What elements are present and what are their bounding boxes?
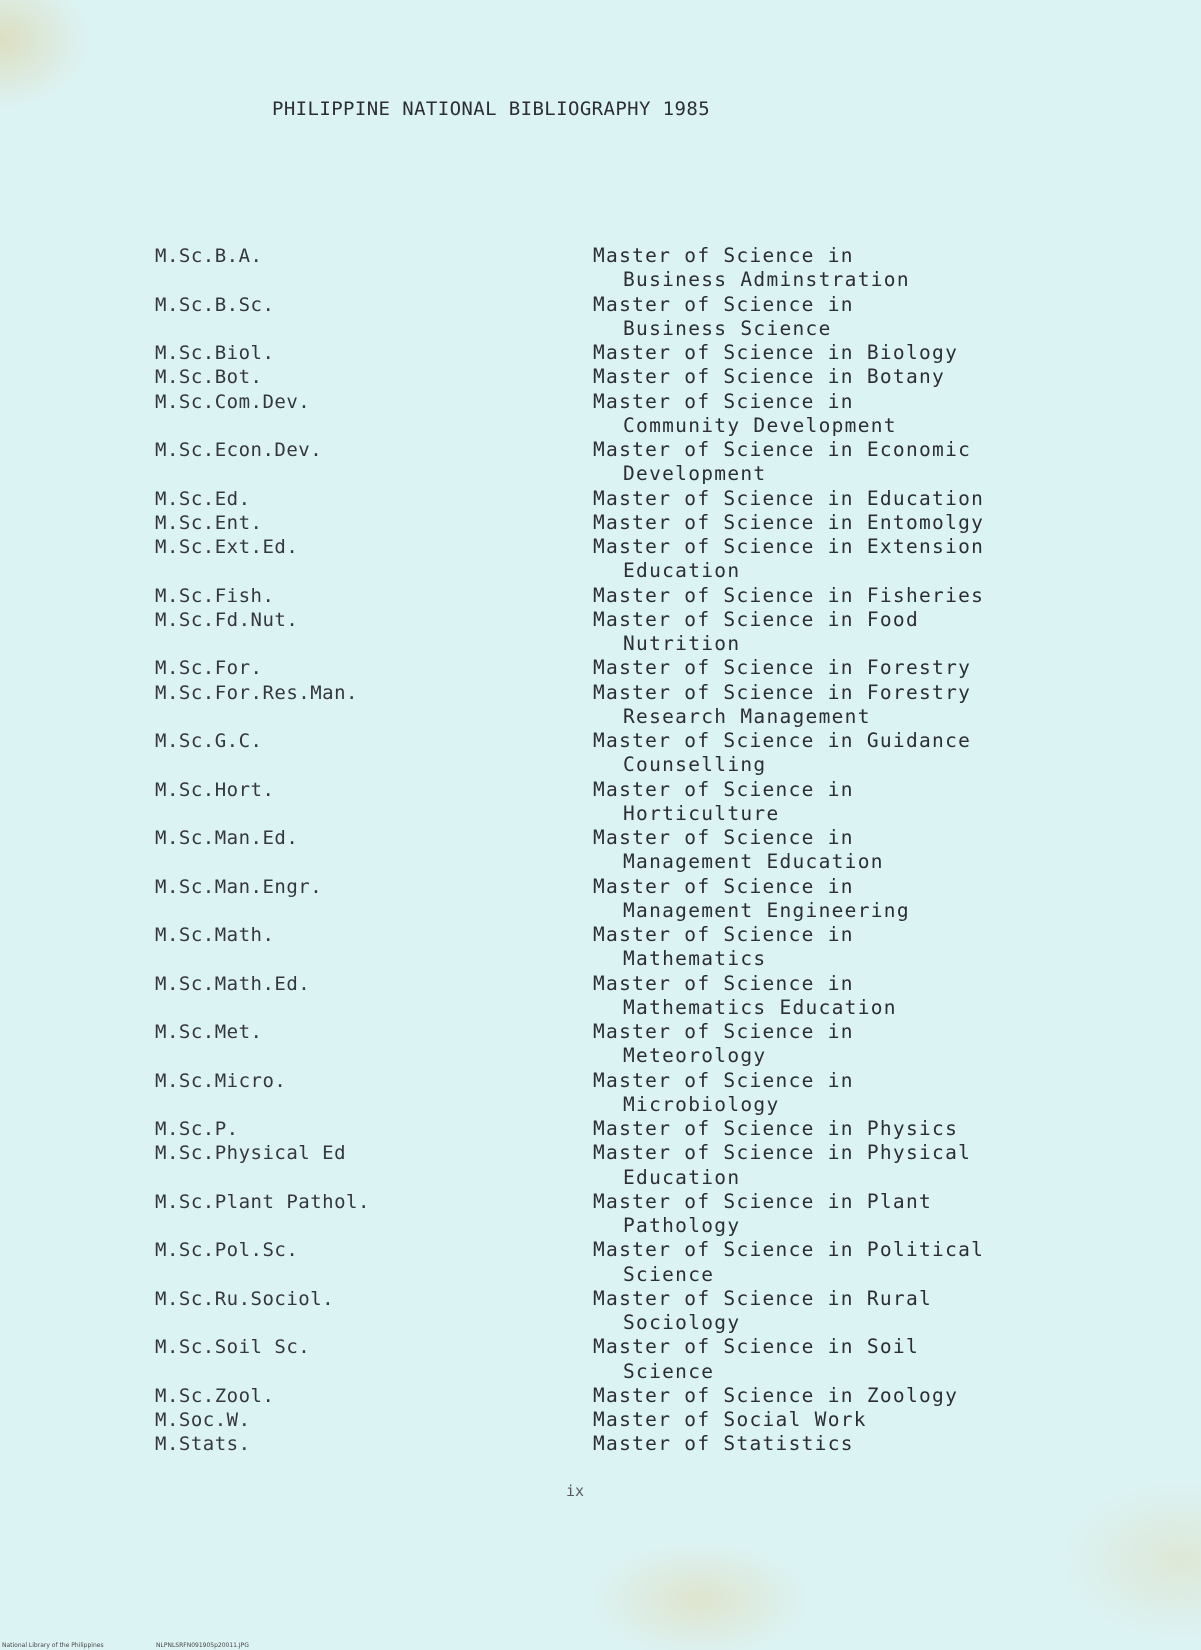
abbreviation: M.Sc.B.Sc. <box>155 293 275 316</box>
definition-line: Master of Science in <box>593 1068 854 1092</box>
abbreviation-definition <box>593 438 971 487</box>
abbreviation-entry <box>155 535 1055 584</box>
definition-line: Master of Science in Physics <box>593 1117 959 1140</box>
abbreviation-entry <box>155 584 1055 608</box>
abbreviation-definition <box>593 729 971 778</box>
abbreviation: M.Sc.P. <box>155 1118 239 1140</box>
definition-line: Sociology <box>623 1311 741 1334</box>
definition-line: Master of Science in <box>593 244 854 267</box>
footer-source: National Library of the Philippines <box>2 1642 104 1649</box>
abbreviation: M.Sc.Man.Engr. <box>155 875 323 898</box>
definition-line: Master of Science in Forestry <box>593 656 972 680</box>
abbreviation-definition <box>593 1069 854 1118</box>
abbreviation-entry <box>155 244 1055 293</box>
abbreviation: M.Sc.Ed. <box>155 487 251 510</box>
abbreviation: M.Soc.W. <box>155 1409 251 1431</box>
abbreviation-definition <box>593 584 984 608</box>
abbreviation-definition <box>593 365 945 389</box>
definition-line: Education <box>623 559 741 583</box>
abbreviation-entry <box>155 681 1055 730</box>
abbreviation-entry <box>155 1238 1055 1287</box>
abbreviation-definition <box>593 1335 919 1384</box>
abbreviation-definition <box>593 923 854 972</box>
abbreviation: M.Sc.Micro. <box>155 1069 287 1092</box>
abbreviation: M.Sc.G.C. <box>155 730 263 752</box>
abbreviation: M.Sc.Ru.Sociol. <box>155 1287 335 1310</box>
abbreviation-entry <box>155 293 1055 342</box>
definition-line: Master of Science in <box>593 777 854 801</box>
definition-line: Master of Science in Guidance <box>593 729 972 752</box>
definition-line: Business Science <box>623 316 832 340</box>
definition-line: Master of Science in Fisheries <box>593 583 985 607</box>
abbreviation-entry <box>155 729 1055 778</box>
abbreviation: M.Sc.Bot. <box>155 366 263 389</box>
abbreviation-definition <box>593 1141 971 1190</box>
abbreviation-definition <box>593 1432 854 1456</box>
abbreviation: M.Sc.Plant Pathol. <box>155 1190 370 1213</box>
definition-line: Mathematics Education <box>623 995 897 1019</box>
page-title: PHILIPPINE NATIONAL BIBLIOGRAPHY 1985 <box>272 98 711 120</box>
abbreviation-entry <box>155 1020 1055 1069</box>
abbreviation: M.Sc.Biol. <box>155 342 275 364</box>
definition-line: Master of Science in <box>593 826 854 849</box>
abbreviation-definition <box>593 1287 932 1336</box>
abbreviation: M.Sc.Man.Ed. <box>155 827 299 849</box>
abbreviation: M.Sc.Fd.Nut. <box>155 608 299 631</box>
abbreviation-definition <box>593 390 897 439</box>
definition-line: Master of Science in Entomolgy <box>593 510 985 534</box>
definition-line: Master of Science in <box>593 971 854 995</box>
definition-line: Business Adminstration <box>623 268 910 292</box>
abbreviation-entry <box>155 1384 1055 1408</box>
abbreviation-entry <box>155 972 1055 1021</box>
abbreviation: M.Sc.Math.Ed. <box>155 972 311 995</box>
abbreviation: M.Sc.Hort. <box>155 778 275 801</box>
abbreviation-entry <box>155 826 1055 875</box>
definition-line: Master of Science in Economic <box>593 438 972 461</box>
abbreviation-definition <box>593 681 971 730</box>
abbreviation-definition <box>593 875 910 924</box>
abbreviation: M.Sc.Fish. <box>155 584 275 607</box>
definition-line: Master of Science in Physical <box>593 1141 972 1165</box>
abbreviation-list <box>155 244 1055 1457</box>
abbreviation-entry <box>155 1432 1055 1456</box>
abbreviation-entry <box>155 1287 1055 1336</box>
definition-line: Master of Science in Political <box>593 1238 985 1262</box>
abbreviation-entry <box>155 1408 1055 1432</box>
abbreviation: M.Sc.Met. <box>155 1021 263 1043</box>
abbreviation-entry <box>155 778 1055 827</box>
abbreviation-entry <box>155 923 1055 972</box>
definition-line: Master of Science in Zoology <box>593 1383 959 1407</box>
abbreviation-entry <box>155 1141 1055 1190</box>
abbreviation-entry <box>155 1335 1055 1384</box>
abbreviation-entry <box>155 1117 1055 1141</box>
abbreviation-definition <box>593 1190 932 1239</box>
abbreviation-entry <box>155 875 1055 924</box>
abbreviation-definition <box>593 778 854 827</box>
abbreviation-definition <box>593 1238 984 1287</box>
abbreviation-entry <box>155 511 1055 535</box>
abbreviation-definition <box>593 1384 958 1408</box>
definition-line: Master of Science in Botany <box>593 365 946 389</box>
definition-line: Community Development <box>623 413 897 437</box>
definition-line: Development <box>623 462 767 486</box>
definition-line: Counselling <box>623 753 767 777</box>
abbreviation-definition <box>593 1020 854 1069</box>
definition-line: Science <box>623 1359 715 1383</box>
abbreviation: M.Sc.Ent. <box>155 511 263 534</box>
abbreviation: M.Sc.Econ.Dev. <box>155 439 323 461</box>
abbreviation-entry <box>155 656 1055 680</box>
abbreviation: M.Sc.Zool. <box>155 1384 275 1407</box>
definition-line: Master of Science in <box>593 874 854 898</box>
definition-line: Master of Science in Education <box>593 486 985 510</box>
abbreviation: M.Sc.Com.Dev. <box>155 390 311 413</box>
definition-line: Research Management <box>623 704 871 728</box>
definition-line: Mathematics <box>623 947 767 971</box>
abbreviation-definition <box>593 487 984 511</box>
definition-line: Master of Science in Biology <box>593 341 959 364</box>
footer-file-id: NLPNLSRFN091905p20011.JPG <box>156 1642 249 1649</box>
abbreviation-definition <box>593 1408 867 1432</box>
abbreviation-entry <box>155 608 1055 657</box>
abbreviation: M.Sc.For. <box>155 657 263 680</box>
abbreviation-definition <box>593 608 919 657</box>
abbreviation-entry <box>155 341 1055 365</box>
abbreviation-definition <box>593 535 984 584</box>
abbreviation: M.Sc.B.A. <box>155 245 263 267</box>
definition-line: Master of Science in <box>593 923 854 946</box>
abbreviation-definition <box>593 656 971 680</box>
abbreviation-entry <box>155 1190 1055 1239</box>
definition-line: Master of Science in Food <box>593 607 919 631</box>
abbreviation-entry <box>155 365 1055 389</box>
abbreviation-entry <box>155 1069 1055 1118</box>
abbreviation: M.Sc.Ext.Ed. <box>155 536 299 558</box>
page-number: ix <box>566 1482 585 1500</box>
definition-line: Science <box>623 1262 715 1286</box>
definition-line: Pathology <box>623 1214 741 1237</box>
abbreviation-definition <box>593 972 897 1021</box>
abbreviation-definition <box>593 1117 958 1141</box>
abbreviation-definition <box>593 293 854 342</box>
definition-line: Horticulture <box>623 801 780 825</box>
definition-line: Master of Science in Extension <box>593 535 985 558</box>
abbreviation-definition <box>593 341 958 365</box>
abbreviation-entry <box>155 390 1055 439</box>
definition-line: Management Education <box>623 850 884 874</box>
definition-line: Management Engineering <box>623 898 910 922</box>
definition-line: Master of Science in <box>593 1020 854 1043</box>
abbreviation: M.Sc.Physical Ed <box>155 1142 347 1165</box>
abbreviation: M.Sc.Math. <box>155 924 275 946</box>
definition-line: Microbiology <box>623 1092 780 1116</box>
abbreviation: M.Stats. <box>155 1433 251 1456</box>
abbreviation-definition <box>593 511 984 535</box>
abbreviation-definition <box>593 244 910 293</box>
abbreviation-entry <box>155 438 1055 487</box>
definition-line: Master of Science in Rural <box>593 1286 933 1310</box>
abbreviation: M.Sc.For.Res.Man. <box>155 681 358 704</box>
definition-line: Master of Science in Forestry <box>593 680 972 704</box>
definition-line: Nutrition <box>623 632 741 655</box>
abbreviation-definition <box>593 826 884 875</box>
definition-line: Master of Social Work <box>593 1408 867 1431</box>
definition-line: Master of Science in <box>593 292 854 316</box>
abbreviation: M.Sc.Pol.Sc. <box>155 1239 299 1262</box>
definition-line: Master of Statistics <box>593 1432 854 1456</box>
definition-line: Education <box>623 1165 741 1189</box>
definition-line: Meteorology <box>623 1044 767 1068</box>
abbreviation: M.Sc.Soil Sc. <box>155 1336 311 1359</box>
definition-line: Master of Science in Soil <box>593 1335 919 1359</box>
abbreviation-entry <box>155 487 1055 511</box>
definition-line: Master of Science in Plant <box>593 1189 933 1213</box>
definition-line: Master of Science in <box>593 389 854 413</box>
